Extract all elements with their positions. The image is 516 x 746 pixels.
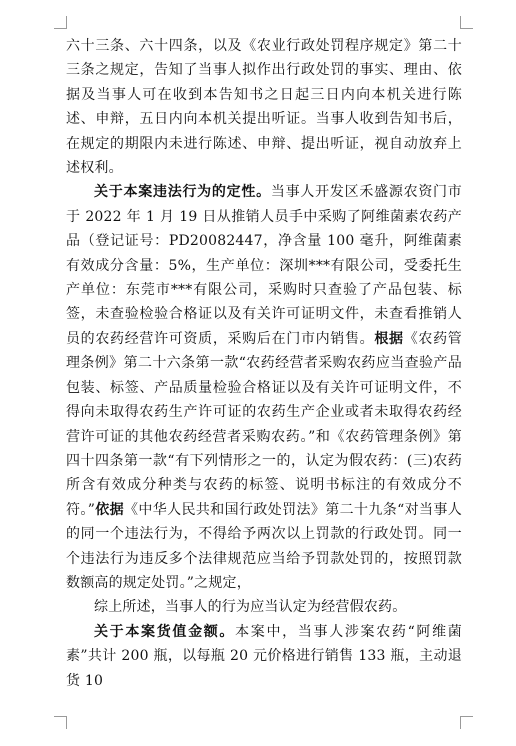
crop-mark-top-right [460,16,473,29]
crop-mark-top-left [54,16,67,29]
crop-mark-bottom-right [460,716,473,729]
text-run: 当事人开发区禾盛源农资门市于 2022 年 1 月 19 日从推销人员手中采购了阿维菌素农药产品（登记证号：PD20082447，净含量 100 毫升，阿维菌素有效成分含量：5%，生产单位：深圳***有限公司，受委托生产单位：东莞市***有限公司，采购时只查验了产品包装、标签，未查验检验合格证以及有关许可证明文件，未查看推销人员的农药经营许可资质，采购后在门市内销售。 [66,184,462,347]
bold-keyword-yiju: 依据 [95,501,125,518]
text-run: 六十三条、六十四条，以及《农业行政处罚程序规定》第二十三条之规定，告知了当事人拟作出行政处罚的事实、理由、依据及当事人可在收到本告知书之日起三日内向本机关进行陈述、申辩，五日内向本机关提出听证。当事人收到告知书后，在规定的期限内未进行陈述、申辩、提出听证，视自动放弃上述权利。 [66,38,462,177]
heading-violation-nature: 关于本案违法行为的定性。 [94,184,271,201]
text-run: 综上所述，当事人的行为应当认定为经营假农药。 [94,599,407,616]
heading-goods-value: 关于本案货值金额。 [94,623,236,640]
text-run: 本案中，当事人涉案农药“阿维菌素”共计 200 瓶，以每瓶 20 元价格进行销售 133 瓶，主动退货 10 [66,623,462,689]
paragraph-violation-nature [66,180,462,595]
crop-mark-bottom-left [54,716,67,729]
document-page [66,34,462,693]
paragraph-conclusion [66,595,462,619]
text-run: 《农药管理条例》第二十六条第一款“农药经营者采购农药应当查验产品包装、标签、产品质量检验合格证以及有关许可证明文件，不得向未取得农药生产许可证的农药生产企业或者未取得农药经营许可证的其他农药经营者采购农药。”和《农药管理条例》第四十四条第一款“有下列情形之一的，认定为假农药：(三)农药所含有效成分种类与农药的标签、说明书标注的有效成分不符。” [66,330,462,518]
paragraph-goods-value [66,620,462,693]
text-run: 《中华人民共和国行政处罚法》第二十九条“对当事人的同一个违法行为，不得给予两次以上罚款的行政处罚。同一个违法行为违反多个法律规范应当给予罚款处罚的，按照罚款数额高的规定处罚。”之规定， [66,501,462,591]
paragraph-hearing-notice [66,34,462,180]
bold-keyword-genju: 根据 [374,330,404,347]
